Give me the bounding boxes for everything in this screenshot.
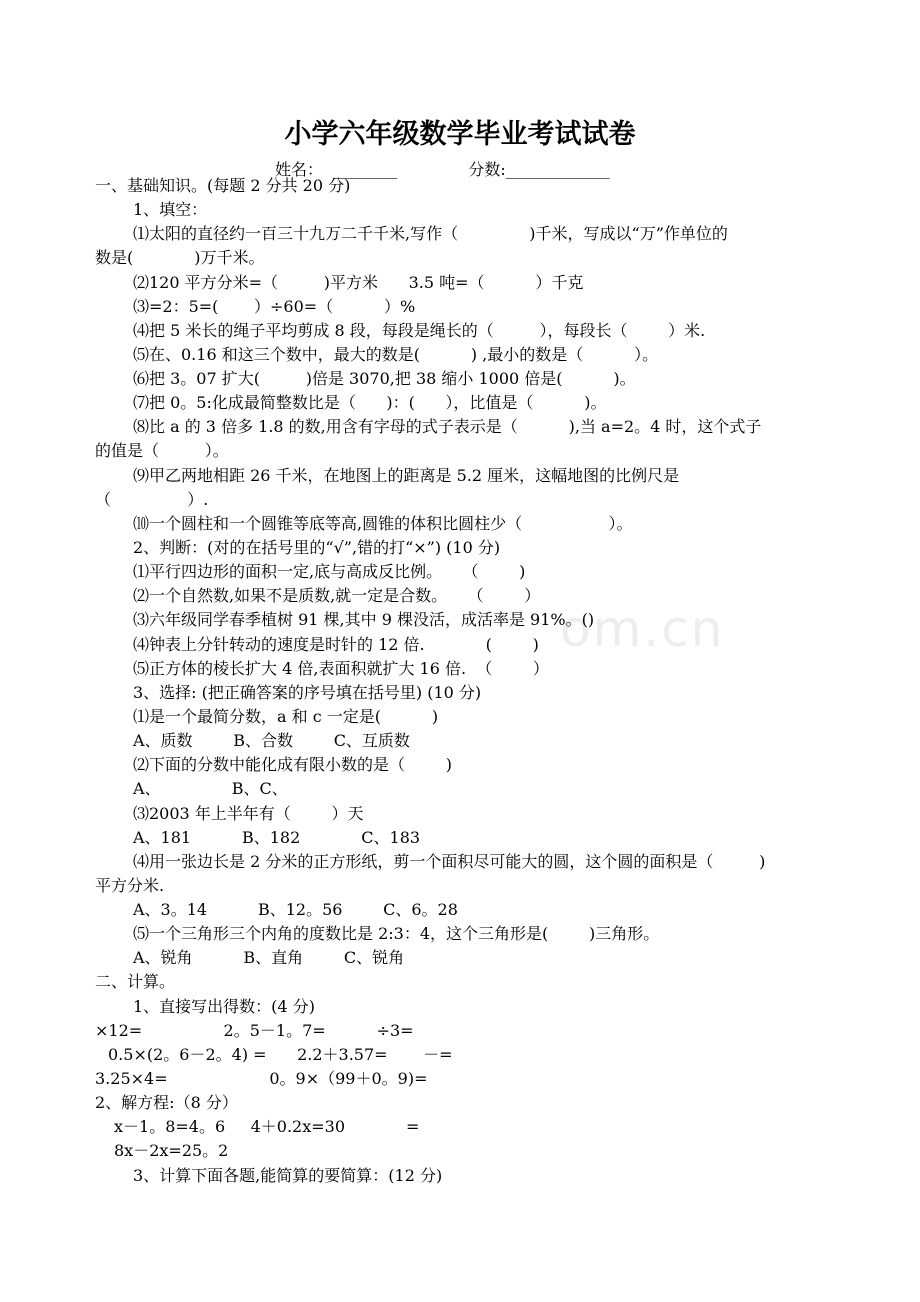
- exam-line: ×12= 2。5－1。7= ÷3=: [95, 1021, 414, 1040]
- exam-line: 一、基础知识。(每题 2 分共 20 分): [95, 176, 351, 195]
- exam-line: 0.5×(2。6－2。4) = 2.2＋3.57= －=: [108, 1045, 453, 1064]
- exam-line: ⑷把 5 米长的绳子平均剪成 8 段，每段是绳长的（ ），每段长（ ）米.: [133, 321, 706, 340]
- exam-line: ⑵下面的分数中能化成有限小数的是（ ): [133, 755, 452, 774]
- exam-line: ⑸正方体的棱长扩大 4 倍,表面积就扩大 16 倍. （ ）: [133, 659, 549, 678]
- exam-line: ⑹把 3。07 扩大( )倍是 3070,把 38 缩小 1000 倍是( )。: [133, 369, 636, 388]
- exam-line: ⑴是一个最简分数，a 和 c 一定是( ): [133, 707, 439, 726]
- exam-line: ⑴太阳的直径约一百三十九万二千千米,写作（ )千米，写成以“万”作单位的: [133, 224, 728, 243]
- exam-line: 平方分米.: [95, 876, 165, 895]
- exam-line: 2、解方程:（8 分）: [95, 1093, 238, 1112]
- exam-line: x－1。8=4。6 4＋0.2x=30 =: [114, 1117, 420, 1136]
- exam-line: ⑴平行四边形的面积一定,底与高成反比例。 （ ): [133, 562, 526, 581]
- exam-line: ⑵一个自然数,如果不是质数,就一定是合数。 （ ）: [133, 586, 541, 605]
- exam-line: A、质数 B、合数 C、互质数: [133, 731, 410, 750]
- exam-line: ⑽一个圆柱和一个圆锥等底等高,圆锥的体积比圆柱少（ ）。: [133, 514, 633, 533]
- exam-line: A、181 B、182 C、183: [133, 828, 421, 847]
- exam-line: 1、填空：: [133, 200, 208, 219]
- exam-line: 3、计算下面各题,能简算的要简算：(12 分): [133, 1166, 443, 1185]
- exam-title: 小学六年级数学毕业考试试卷: [284, 119, 636, 150]
- exam-line: 二、计算。: [95, 972, 176, 991]
- exam-line: A、 B、C、: [133, 779, 288, 798]
- exam-line: ⑼甲乙两地相距 26 千米，在地图上的距离是 5.2 厘米，这幅地图的比例尺是: [133, 466, 680, 485]
- exam-line: ⑻比 a 的 3 倍多 1.8 的数,用含有字母的式子表示是（ ),当 a=2。4 时，这个式子: [133, 417, 762, 436]
- exam-line: 8x－2x=25。2: [114, 1141, 229, 1160]
- exam-line: 2、判断：(对的在括号里的“√”,错的打“×”) (10 分): [133, 538, 501, 557]
- exam-line: ⑷用一张边长是 2 分米的正方形纸，剪一个面积尽可能大的圆，这个圆的面积是（ ): [133, 852, 766, 871]
- exam-line: ⑶六年级同学春季植树 91 棵,其中 9 棵没活，成活率是 91%。(): [133, 610, 595, 629]
- exam-line: 数是( )万千米。: [95, 248, 265, 267]
- exam-line: A、锐角 B、直角 C、锐角: [133, 948, 405, 967]
- exam-line: ⑸一个三角形三个内角的度数比是 2:3：4，这个三角形是( )三角形。: [133, 924, 660, 943]
- exam-line: ⑷钟表上分针转动的速度是时针的 12 倍. ( ): [133, 635, 539, 654]
- exam-line: A、3。14 B、12。56 C、6。28: [133, 900, 458, 919]
- name-score-header: 姓名： ________ 分数:_____________: [275, 160, 610, 179]
- exam-line: 1、直接写出得数：(4 分): [133, 997, 315, 1016]
- exam-line: ⑶=2：5=( ）÷60=（ ）%: [133, 297, 416, 316]
- watermark: om.cn: [560, 600, 725, 658]
- exam-line: （ ）.: [95, 490, 209, 509]
- exam-line: ⑸在、0.16 和这三个数中，最大的数是( ) ,最小的数是（ ）。: [133, 345, 659, 364]
- exam-line: 的值是（ ）。: [95, 441, 229, 460]
- exam-line: 3、选择: (把正确答案的序号填在括号里) (10 分): [133, 683, 482, 702]
- exam-line: ⑶2003 年上半年有（ ）天: [133, 804, 364, 823]
- exam-line: ⑵120 平方分米=（ )平方米 3.5 吨=（ ）千克: [133, 273, 584, 292]
- exam-line: 3.25×4= 0。9×（99＋0。9)=: [95, 1069, 428, 1088]
- exam-line: ⑺把 0。5:化成最简整数比是（ )：( ），比值是（ )。: [133, 393, 607, 412]
